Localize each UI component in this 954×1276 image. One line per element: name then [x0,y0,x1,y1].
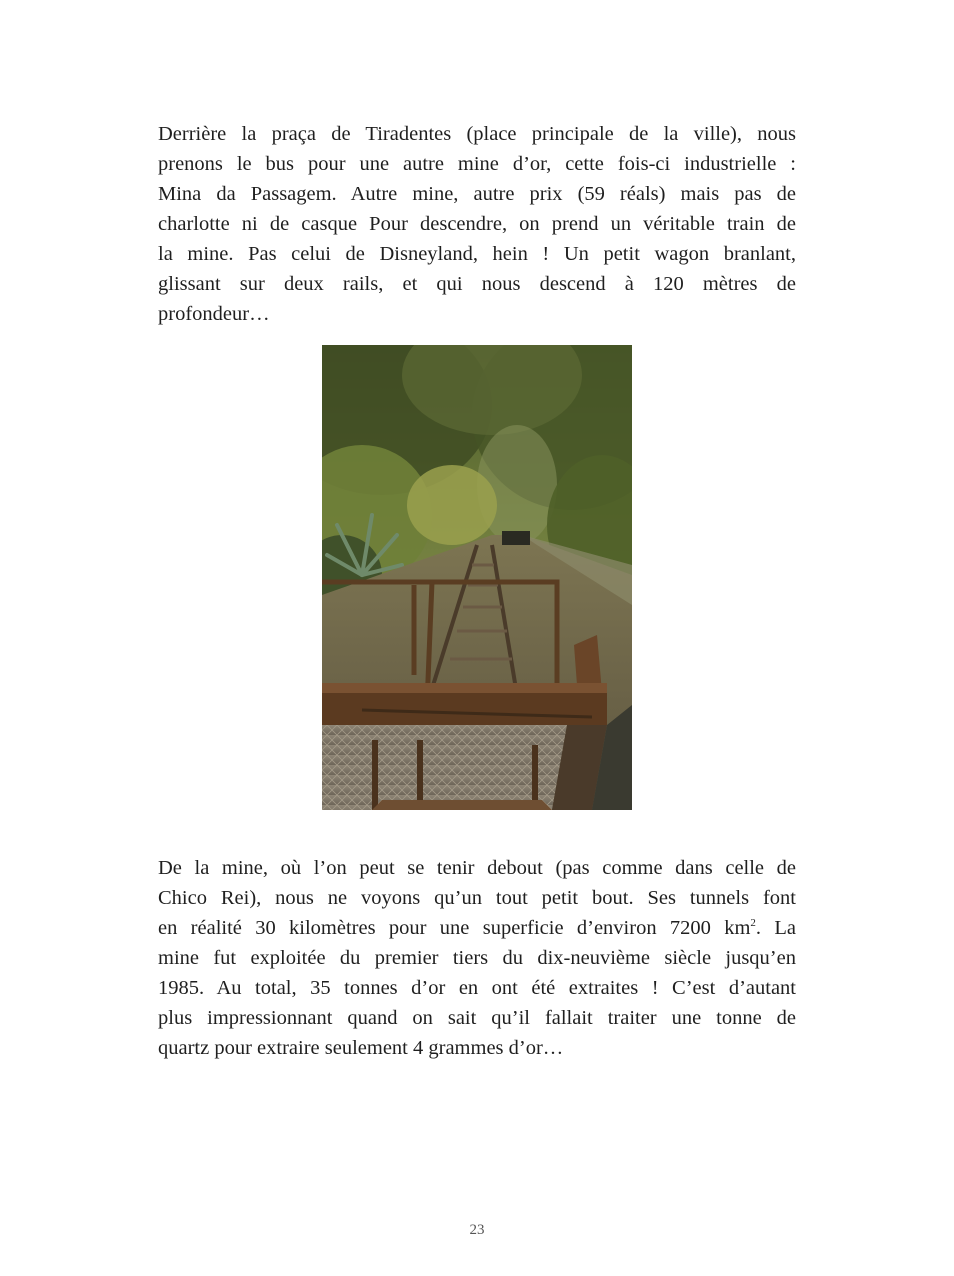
text-line: glissant sur deux rails, et qui nous descend à 120 mètres de [158,273,796,295]
text-line: mine fut exploitée du premier tiers du dix-neuvième siècle jusqu’en [158,947,796,969]
text-line: Mina da Passagem. Autre mine, autre prix (59 réals) mais pas de [158,183,796,205]
text-line: prenons le bus pour une autre mine d’or, cette fois-ci industrielle : [158,153,796,175]
text-line: la mine. Pas celui de Disneyland, hein ! Un petit wagon branlant, [158,243,796,265]
text-line-with-superscript [158,913,796,943]
paragraph-mine-facts [158,853,796,1063]
text-line: 1985. Au total, 35 tonnes d’or en ont été extraites ! C’est d’autant [158,977,796,999]
mine-rail-photo [322,345,632,810]
text-line: Derrière la praça de Tiradentes (place principale de la ville), nous [158,123,796,145]
text-line: profondeur… [158,303,270,325]
paragraph-intro [158,119,796,329]
text-line: plus impressionnant quand on sait qu’il fallait traiter une tonne de [158,1007,796,1029]
text-line: quartz pour extraire seulement 4 grammes d’or… [158,1037,564,1059]
text-segment: en réalité 30 kilomètres pour une superficie d’environ 7200 km [158,917,751,939]
text-line: De la mine, où l’on peut se tenir debout (pas comme dans celle de [158,857,796,879]
mine-rail-track-illustration [322,345,632,810]
text-segment: . La [755,917,796,939]
text-line: Chico Rei), nous ne voyons qu’un tout petit bout. Ses tunnels font [158,887,796,909]
page-number: 23 [469,1222,485,1238]
superscript: 2 [750,917,756,930]
text-line: charlotte ni de casque Pour descendre, on prend un véritable train de [158,213,796,235]
